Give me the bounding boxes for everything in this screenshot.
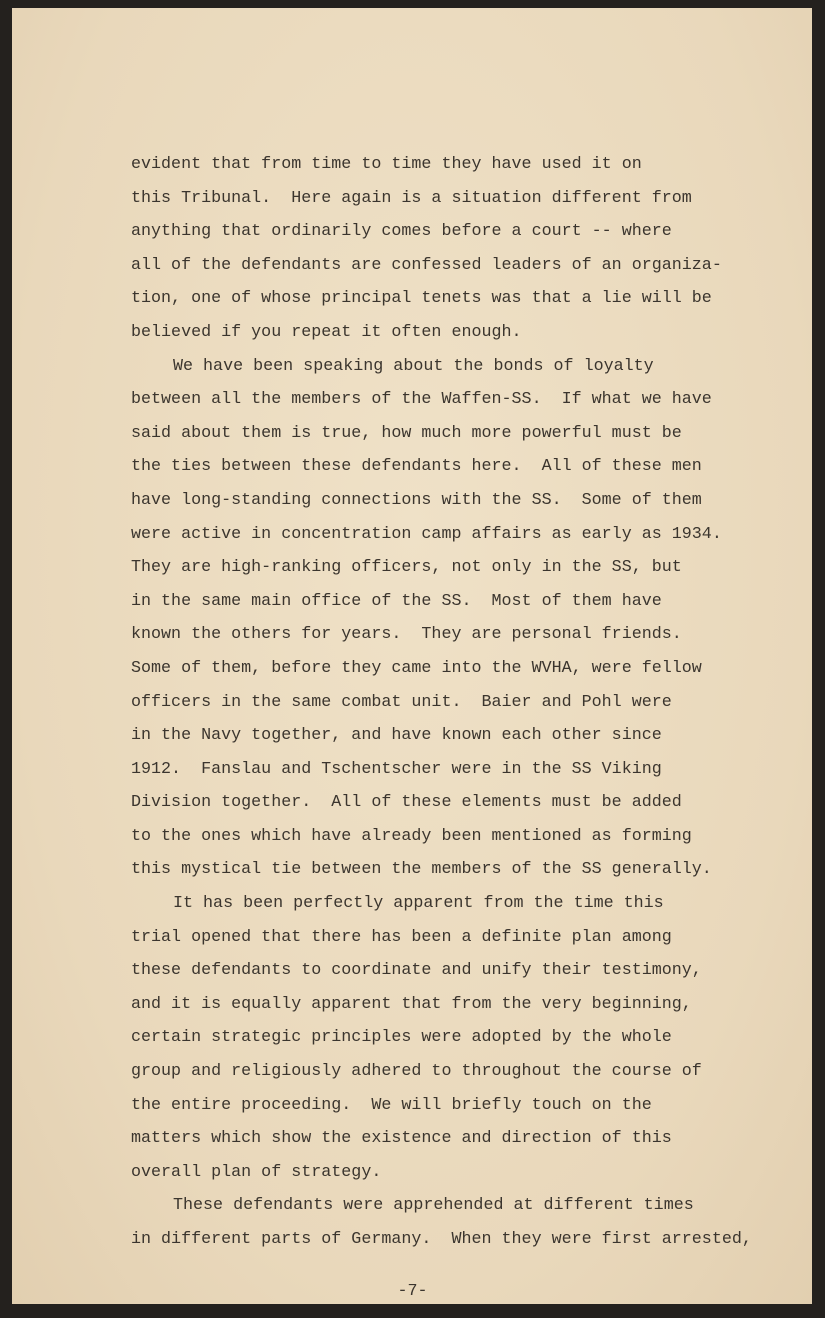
text-line: 1912. Fanslau and Tschentscher were in the SS Viking (131, 759, 662, 779)
text-line: anything that ordinarily comes before a court -- where (131, 222, 672, 242)
text-line: this mystical tie between the members of the SS generally. (131, 860, 712, 880)
text-line: in the same main office of the SS. Most of them have (131, 591, 662, 611)
text-line: certain strategic principles were adopted by the whole (131, 1028, 672, 1048)
text-line: the ties between these defendants here. All of these men (131, 457, 702, 477)
text-line: We have been speaking about the bonds of loyalty (173, 356, 654, 376)
text-line: have long-standing connections with the SS. Some of them (131, 490, 702, 510)
text-line: They are high-ranking officers, not only in the SS, but (131, 558, 682, 578)
text-line: known the others for years. They are personal friends. (131, 625, 682, 645)
text-line: group and religiously adhered to throughout the course of (131, 1062, 702, 1082)
text-line: said about them is true, how much more powerful must be (131, 423, 682, 443)
text-line: Division together. All of these elements must be added (131, 793, 682, 813)
text-line: in the Navy together, and have known each other since (131, 726, 662, 746)
text-line: overall plan of strategy. (131, 1162, 382, 1182)
text-line: evident that from time to time they have used it on (131, 155, 642, 174)
text-line: these defendants to coordinate and unify their testimony, (131, 961, 702, 981)
text-line: to the ones which have already been mentioned as forming (131, 826, 692, 846)
text-line: These defendants were apprehended at different times (173, 1196, 694, 1216)
text-line: this Tribunal. Here again is a situation different from (131, 188, 692, 208)
text-line: tion, one of whose principal tenets was that a lie will be (131, 289, 712, 309)
text-line: the entire proceeding. We will briefly touch on the (131, 1095, 652, 1115)
text-line: all of the defendants are confessed leaders of an organiza- (131, 255, 722, 275)
text-line: believed if you repeat it often enough. (131, 322, 522, 342)
text-line: It has been perfectly apparent from the time this (173, 894, 664, 914)
text-line: were active in concentration camp affairs as early as 1934. (131, 524, 722, 544)
text-line: officers in the same combat unit. Baier and Pohl were (131, 692, 672, 712)
text-line: Some of them, before they came into the WVHA, were fellow (131, 658, 702, 678)
document-body (131, 148, 771, 1257)
text-line: trial opened that there has been a definite plan among (131, 927, 672, 947)
text-line: matters which show the existence and direction of this (131, 1129, 672, 1149)
text-line: and it is equally apparent that from the very beginning, (131, 994, 692, 1014)
page-number: -7- (397, 1282, 428, 1301)
text-line: in different parts of Germany. When they were first arrested, (131, 1230, 752, 1249)
text-line: between all the members of the Waffen-SS. If what we have (131, 390, 712, 410)
